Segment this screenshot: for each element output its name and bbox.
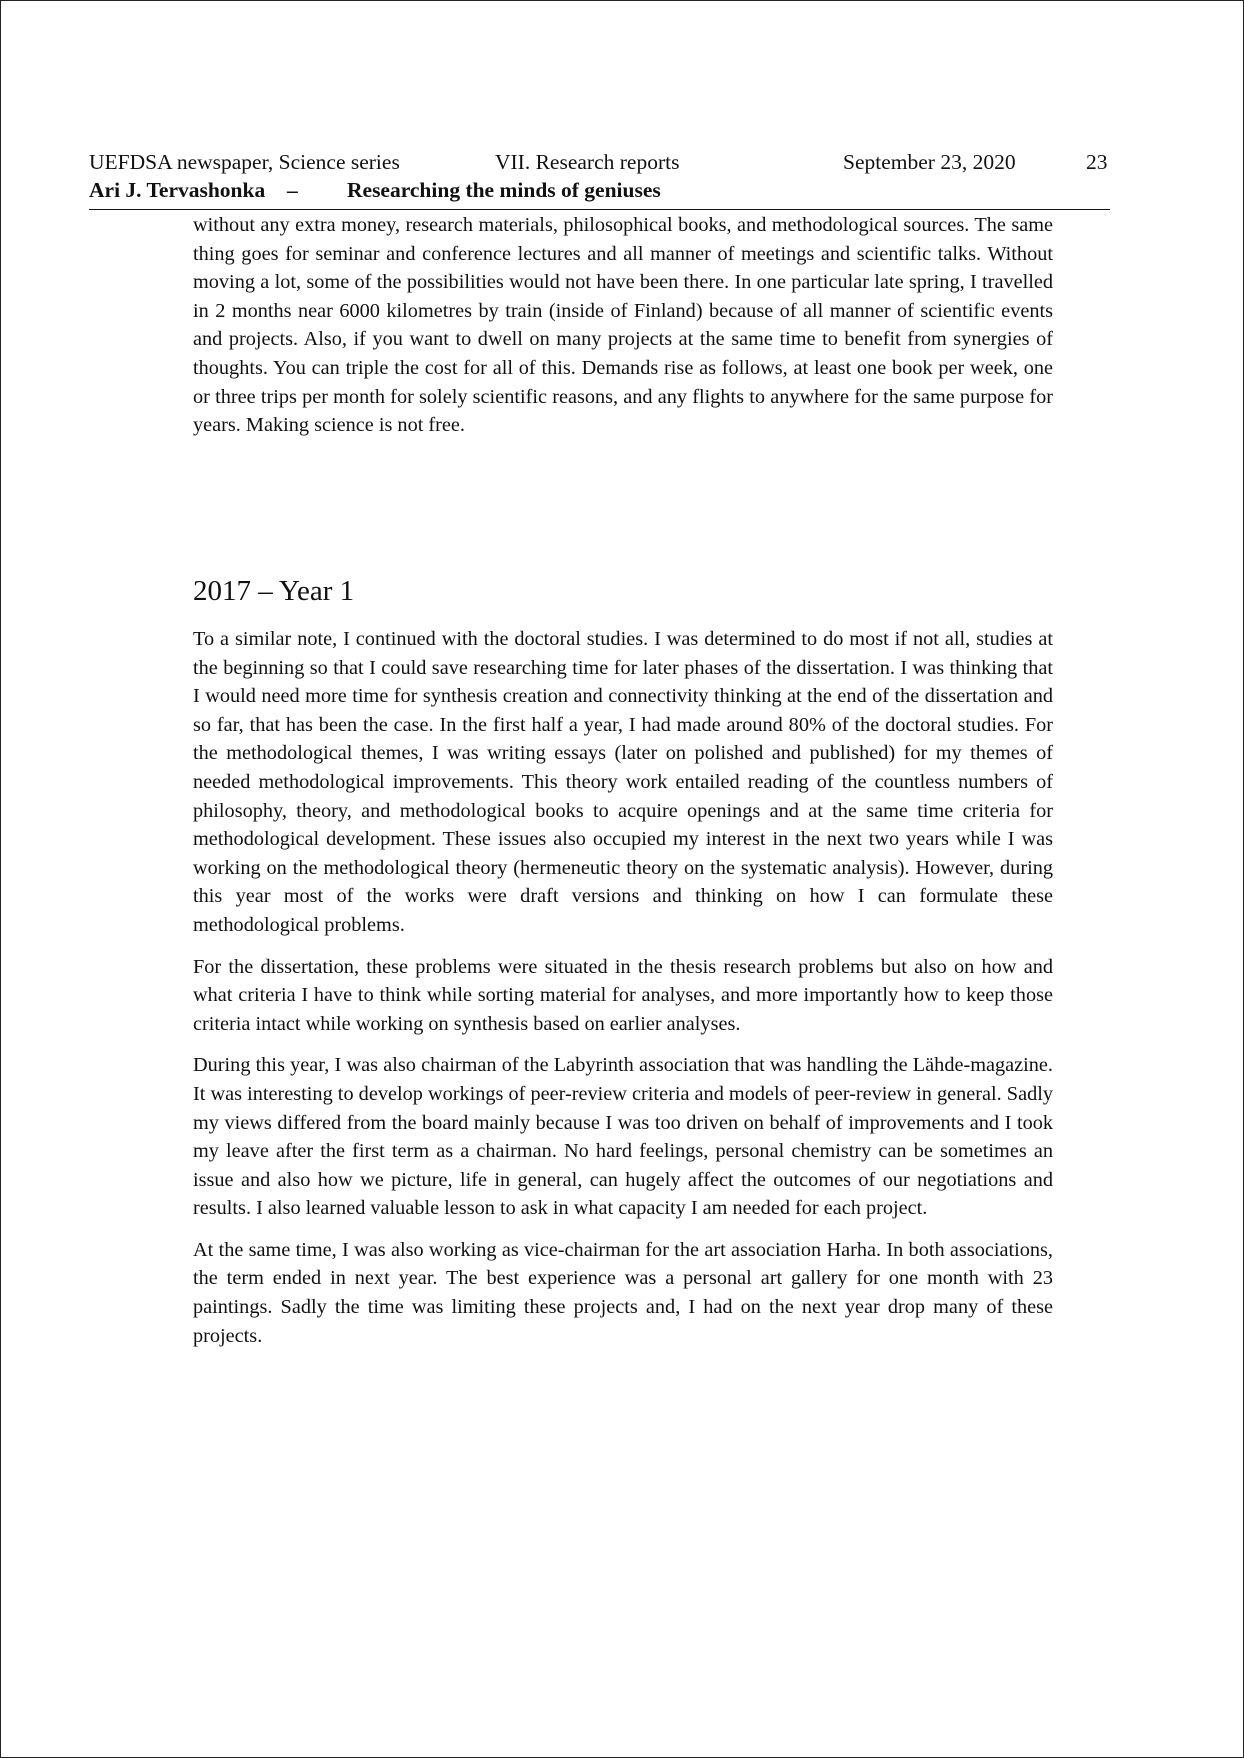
paragraph: For the dissertation, these problems were situated in the thesis research problems but also on how and what criteria I have to think while sorting material for analyses, and more importantly how to keep those criteria intact while working on synthesis based on earlier analyses. (193, 955, 1053, 1035)
header-row-publication (89, 148, 1109, 176)
paragraph: To a similar note, I continued with the doctoral studies. I was determined to do most if not all, studies at the beginning so that I could save researching time for later phases of the dissertation. I was thinking that I would need more time for synthesis creation and connectivity thinking at the end of the dissertation and so far, that has been the case. In the first half a year, I had made around 80% of the doctoral studies. For the methodological themes, I was writing essays (later on polished and published) for my themes of needed methodological improvements. This theory work entailed reading of the countless numbers of philosophy, theory, and methodological books to acquire openings and at the same time criteria for methodological development. These issues also occupied my interest in the next two years while I was working on the methodological theory (hermeneutic theory on the systematic analysis). However, during this year most of the works were draft versions and thinking on how I can formulate these methodological problems. (193, 628, 1053, 936)
header-dash: – (287, 178, 298, 202)
section-body (193, 625, 1053, 1350)
paragraph: During this year, I was also chairman of the Labyrinth association that was handling the Lähde-magazine. It was interesting to develop workings of peer-review criteria and models of peer-review in general. Sadly my views differed from the board mainly because I was too driven on behalf of improvements and I took my leave after the first term as a chairman. No hard feelings, personal chemistry can be sometimes an issue and also how we picture, life in general, can hugely affect the outcomes of our negotiations and results. I also learned valuable lesson to ask in what capacity I am needed for each project. (193, 1054, 1053, 1220)
author-name: Ari J. Tervashonka (89, 178, 266, 202)
section-heading: 2017 – Year 1 (193, 575, 355, 607)
newspaper-name: UEFDSA newspaper, Science series (89, 150, 400, 174)
header-row-article (89, 176, 1109, 204)
paragraph: without any extra money, research materials, philosophical books, and methodological sources. The same thing goes for seminar and conference lectures and all manner of meetings and scientific talks. Without moving a lot, some of the possibilities would not have been there. In one particular late spring, I travelled in 2 months near 6000 kilometres by train (inside of Finland) because of all manner of scientific events and projects. Also, if you want to dwell on many projects at the same time to benefit from synergies of thoughts. You can triple the cost for all of this. Demands rise as follows, at least one book per week, one or three trips per month for solely scientific reasons, and any flights to anywhere for the same purpose for years. Making science is not free. (193, 214, 1053, 437)
header-rule (89, 209, 1110, 210)
page-number: 23 (1086, 150, 1108, 174)
section-name: VII. Research reports (495, 150, 680, 174)
intro-text (193, 211, 1053, 440)
article-title: Researching the minds of geniuses (347, 178, 661, 202)
publication-date: September 23, 2020 (843, 150, 1016, 174)
running-header (89, 148, 1109, 204)
paragraph: At the same time, I was also working as vice-chairman for the art association Harha. In both associations, the term ended in next year. The best experience was a personal art gallery for one month with 23 paintings. Sadly the time was limiting these projects and, I had on the next year drop many of these projects. (193, 1238, 1053, 1347)
